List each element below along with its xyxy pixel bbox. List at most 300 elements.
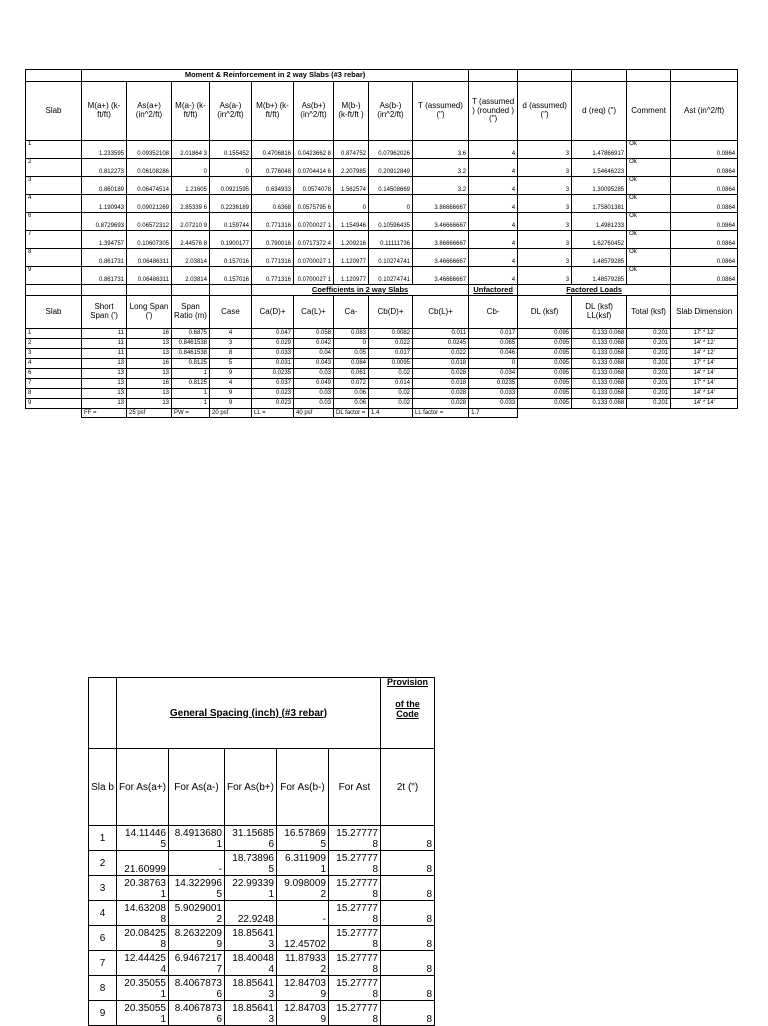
table-cell: 20.38763 1 (117, 876, 169, 901)
table-cell: 0.0575795 6 (294, 195, 334, 213)
table-cell: 0.028 (413, 389, 469, 399)
table-cell: 0.04 (294, 349, 334, 359)
table-cell: 0 (172, 159, 210, 177)
blank-cell (82, 285, 127, 296)
footer-cell: LL = (252, 409, 294, 418)
table-cell: 16 (127, 329, 172, 339)
table-row (26, 369, 738, 379)
table-cell: 14.322996 5 (169, 876, 225, 901)
table-cell: 0.20912849 (369, 159, 413, 177)
table-cell: 13 (127, 349, 172, 359)
column-header (572, 296, 627, 329)
footer-cell: 40 psf (294, 409, 334, 418)
table-cell: 8 (89, 976, 117, 1001)
table-cell: 0.201 (627, 329, 671, 339)
table-cell: 0.201 (627, 369, 671, 379)
table-cell: 7 (89, 951, 117, 976)
table-row (26, 195, 738, 213)
table-cell: 3.46666667 (413, 249, 469, 267)
table-cell: 14' * 14' (671, 389, 738, 399)
table-cell: 14' * 14' (671, 399, 738, 409)
table-cell (572, 329, 627, 339)
table-cell: 6 (26, 213, 82, 231)
table-cell: 1 (172, 369, 210, 379)
table-cell: 0.0864 (671, 267, 738, 285)
table-cell: 0.011 (413, 329, 469, 339)
table-cell: 0.201 (627, 339, 671, 349)
table-cell: 0.6368 (252, 195, 294, 213)
table-cell: 1.75801381 (572, 195, 627, 213)
table-cell: 0.05 (334, 349, 369, 359)
table-cell: 3 (518, 141, 572, 159)
table-cell: 0.1900177 (210, 231, 252, 249)
table-cell: 3 (210, 339, 252, 349)
table-cell: 2.44576 8 (172, 231, 210, 249)
column-header: M(b-) (k-ft/ft ) (334, 82, 369, 141)
footer-cell: FF = (82, 409, 127, 418)
table-cell: 1 (26, 329, 82, 339)
blank-cell (89, 678, 117, 749)
table-cell: 0.07962026 (369, 141, 413, 159)
blank-cell (627, 409, 671, 418)
table-cell: 0.095 (518, 349, 572, 359)
table-row (26, 379, 738, 389)
table-cell: 0.022 (369, 339, 413, 349)
table-cell: 18.85641 3 (225, 926, 277, 951)
table-cell: 4 (469, 195, 518, 213)
table-cell: 0.058 (294, 329, 334, 339)
table-cell: 17' * 12' (671, 329, 738, 339)
table-cell: 0.028 (413, 399, 469, 409)
table-cell: 0.0864 (671, 141, 738, 159)
table-cell: 3.6 (413, 141, 469, 159)
table-cell: Ok (627, 141, 671, 159)
table-cell: 2.03814 (172, 267, 210, 285)
column-header: M(b+) (k-ft/ft) (252, 82, 294, 141)
table-cell (572, 389, 627, 399)
table-row (89, 951, 435, 976)
column-header: Ca(L)+ (294, 296, 334, 329)
table-cell: 8 (210, 349, 252, 359)
table-cell: 0.065 (469, 339, 518, 349)
table-cell: 0.0245 (413, 339, 469, 349)
table-cell: 2.01864 3 (172, 141, 210, 159)
table-cell: 0.0864 (671, 159, 738, 177)
table-cell: 0.06 (334, 389, 369, 399)
table-cell: 11 (82, 339, 127, 349)
table-cell: 0.033 (252, 349, 294, 359)
table-cell: 17' * 14' (671, 359, 738, 369)
table-cell: - (277, 901, 329, 926)
table-cell: 0.8461538 (172, 349, 210, 359)
column-header: As(b+) (in^2/ft) (294, 82, 334, 141)
table-cell: 1.120977 (334, 267, 369, 285)
table-cell: 0.068 (609, 390, 625, 397)
table-cell: 0.8461538 (172, 339, 210, 349)
table-cell: 0.771316 (252, 213, 294, 231)
table-cell: 4 (469, 249, 518, 267)
table-cell: 4 (26, 359, 82, 369)
footer-cell: 25 psf (127, 409, 172, 418)
column-header: Slab (26, 296, 82, 329)
table-cell: 4 (210, 329, 252, 339)
table-cell: 0 (369, 195, 413, 213)
table-cell: 11 (82, 329, 127, 339)
factored-loads-title: Factored Loads (518, 285, 671, 296)
table-cell: 0.812273 (82, 159, 127, 177)
table-cell: 3 (518, 231, 572, 249)
table-cell: 15.27777 8 (329, 951, 381, 976)
table-cell: 12.45702 (277, 926, 329, 951)
table-cell: 3 (518, 249, 572, 267)
table-cell: 15.27777 8 (329, 876, 381, 901)
table-cell: 0.017 (469, 329, 518, 339)
table-cell (572, 369, 627, 379)
column-header: Sla b (89, 749, 117, 826)
table-cell: 0.049 (294, 379, 334, 389)
table-cell: 12.84703 9 (277, 976, 329, 1001)
table-cell: 13 (82, 399, 127, 409)
table-row (26, 389, 738, 399)
table-row (26, 159, 738, 177)
footer-cell: PW = (172, 409, 210, 418)
table-cell: 0.0700027 1 (294, 213, 334, 231)
table-cell: 1.21605 (172, 177, 210, 195)
table-cell: 0.02 (369, 399, 413, 409)
table-cell: 3.46666667 (413, 267, 469, 285)
table-cell: 12.44425 4 (117, 951, 169, 976)
table-cell: 8 (26, 389, 82, 399)
table-cell: 0.201 (627, 349, 671, 359)
table-cell: 0 (469, 359, 518, 369)
table-cell: 0.159744 (210, 213, 252, 231)
table-row (26, 141, 738, 159)
table-cell: 0.095 (518, 369, 572, 379)
table-cell: 0.157016 (210, 249, 252, 267)
table-cell: 4 (210, 379, 252, 389)
table-cell: 13 (127, 399, 172, 409)
blank-cell (671, 285, 738, 296)
table-cell (572, 379, 627, 389)
table-cell: 8 (381, 926, 435, 951)
table-cell: 0.771316 (252, 249, 294, 267)
table-row (26, 329, 738, 339)
column-header: d (assumed) (") (518, 82, 572, 141)
table-cell: 0.018 (413, 359, 469, 369)
table-cell: 0.8125 (172, 379, 210, 389)
column-header: d (req) (") (572, 82, 627, 141)
table-cell: 1 (172, 389, 210, 399)
table-cell: 0.155452 (210, 141, 252, 159)
table-cell: 9.098009 2 (277, 876, 329, 901)
table-cell: 0.133 (592, 400, 608, 407)
table-cell: 13 (82, 359, 127, 369)
table-cell: 1 (89, 826, 117, 851)
column-header: For As(a-) (169, 749, 225, 826)
table-cell: 8.4913680 1 (169, 826, 225, 851)
table-cell: 0.068 (609, 340, 625, 347)
column-header: For As(a+) (117, 749, 169, 826)
table-cell: 0.014 (369, 379, 413, 389)
table-cell (572, 339, 627, 349)
table-cell: 13 (127, 369, 172, 379)
table-cell: 2 (89, 851, 117, 876)
table-cell: 13 (127, 339, 172, 349)
table-cell: 0.018 (413, 379, 469, 389)
table-cell: 0.028 (413, 369, 469, 379)
blank-cell (671, 409, 738, 418)
provision-label: of the Code (395, 698, 420, 719)
moment-reinforcement-table (25, 69, 738, 418)
column-header: Ast (in^2/ft) (671, 82, 738, 141)
blank-cell (172, 285, 210, 296)
table-cell: 8 (26, 249, 82, 267)
table-cell: 0.0082 (369, 329, 413, 339)
spacing-table-title: General Spacing (inch) (#3 rebar) (117, 678, 381, 749)
table-cell: 0.017 (369, 349, 413, 359)
column-header: DL (ksf) (585, 302, 613, 312)
table-cell: 0.0864 (671, 195, 738, 213)
table-cell: 0.10274741 (369, 267, 413, 285)
table-cell: 0.034 (469, 369, 518, 379)
table-cell: 0.033 (469, 399, 518, 409)
table-cell: 9 (89, 1001, 117, 1026)
table-cell: 7 (26, 231, 82, 249)
table-cell: 0.10596435 (369, 213, 413, 231)
table-cell: 14.63208 8 (117, 901, 169, 926)
table-cell: 0.8729693 (82, 213, 127, 231)
table-cell: 0.201 (627, 389, 671, 399)
provision-header (381, 678, 435, 749)
coeff-header-row (26, 296, 738, 329)
table-row (26, 399, 738, 409)
table-cell: 3 (518, 159, 572, 177)
column-header: Ca(D)+ (252, 296, 294, 329)
table-cell: 0.095 (518, 389, 572, 399)
table-cell: 0.095 (518, 329, 572, 339)
table-cell: 0.095 (518, 379, 572, 389)
table-cell: 0.10607305 (127, 231, 172, 249)
table-cell: 1.54646223 (572, 159, 627, 177)
table-cell: 3 (26, 349, 82, 359)
table-cell: 6.9467217 7 (169, 951, 225, 976)
table-cell: Ok (627, 231, 671, 249)
table-cell: 14.11446 5 (117, 826, 169, 851)
table-cell: 0.0864 (671, 249, 738, 267)
table-cell: Ok (627, 213, 671, 231)
table-cell: 4 (469, 267, 518, 285)
table-cell: 18.85641 3 (225, 1001, 277, 1026)
footer-cell: 1.7 (469, 409, 518, 418)
table-cell: 2.207985 (334, 159, 369, 177)
table-cell: 8 (381, 951, 435, 976)
table-cell: Ok (627, 267, 671, 285)
table-cell: 16 (127, 359, 172, 369)
table-cell: 8 (381, 876, 435, 901)
column-header: For As(b-) (277, 749, 329, 826)
table-cell: 2 (26, 339, 82, 349)
table-cell: 15.27777 8 (329, 976, 381, 1001)
table-cell: 8 (381, 901, 435, 926)
table-cell: 3 (518, 195, 572, 213)
table-cell: 13 (82, 389, 127, 399)
table-cell: 0.072 (334, 379, 369, 389)
moment-table-title: Moment & Reinforcement in 2 way Slabs (#3 rebar) (82, 70, 469, 82)
blank-cell (518, 70, 572, 82)
table-cell: 1.562574 (334, 177, 369, 195)
table-cell: 15.27777 8 (329, 826, 381, 851)
table-cell: 11 (82, 349, 127, 359)
table-cell: 0.02 (369, 369, 413, 379)
table-cell: 0.023 (252, 399, 294, 409)
table-cell: 0.133 (592, 390, 608, 397)
table-cell: 4 (469, 213, 518, 231)
column-header: LL(ksf) (586, 311, 612, 320)
table-cell: 1.190943 (82, 195, 127, 213)
table-cell: 4 (89, 901, 117, 926)
table-cell: 0.133 (592, 330, 608, 337)
column-header: T (assumed) (") (413, 82, 469, 141)
table-cell: 1.4981233 (572, 213, 627, 231)
table-cell: 0.0700027 1 (294, 249, 334, 267)
table-cell: 16.57869 5 (277, 826, 329, 851)
table-cell: 0.860189 (82, 177, 127, 195)
table-cell: 9 (26, 267, 82, 285)
blank-cell (127, 285, 172, 296)
table-cell: 0.06108286 (127, 159, 172, 177)
column-header: Cb(L)+ (413, 296, 469, 329)
table-cell: 0.133 (592, 380, 608, 387)
table-cell: 0.023 (252, 389, 294, 399)
table-cell: 0.095 (518, 399, 572, 409)
table-cell: 15.27777 8 (329, 926, 381, 951)
table-cell: 20.35055 1 (117, 1001, 169, 1026)
table-cell: 8 (381, 976, 435, 1001)
table-cell: 0.0864 (671, 177, 738, 195)
table-cell: 0.043 (294, 359, 334, 369)
table-cell: 1.394757 (82, 231, 127, 249)
group-header-row (26, 285, 738, 296)
footer-row (26, 409, 738, 418)
table-row (89, 1001, 435, 1026)
column-header: As(a+) (in^2/ft) (127, 82, 172, 141)
table-cell: 8 (381, 1001, 435, 1026)
table-cell: 4 (469, 141, 518, 159)
header-row (89, 749, 435, 826)
table-cell: 3.86666667 (413, 195, 469, 213)
column-header: For As(b+) (225, 749, 277, 826)
table-cell: 0.084 (334, 359, 369, 369)
table-cell: 8.4067873 6 (169, 1001, 225, 1026)
table-row (26, 267, 738, 285)
table-cell: 0.133 (592, 340, 608, 347)
table-cell: 4 (469, 177, 518, 195)
table-cell: 0.133 (592, 370, 608, 377)
table-row (26, 359, 738, 369)
table-cell: 0.0700027 1 (294, 267, 334, 285)
column-header: Long Span (') (127, 296, 172, 329)
column-header: Case (210, 296, 252, 329)
table-cell: 3 (518, 177, 572, 195)
table-cell: 5.9029001 2 (169, 901, 225, 926)
table-cell: 1 (26, 141, 82, 159)
table-cell: 6 (89, 926, 117, 951)
table-cell: 21.60999 (117, 851, 169, 876)
blank-cell (26, 285, 82, 296)
table-cell: 0.634933 (252, 177, 294, 195)
table-cell: 17' * 14' (671, 379, 738, 389)
table-cell: 22.99339 1 (225, 876, 277, 901)
column-header: For Ast (329, 749, 381, 826)
footer-cell: 1.4 (369, 409, 413, 418)
table-cell: 0.0704414 6 (294, 159, 334, 177)
table-cell: 7 (26, 379, 82, 389)
column-header: As(b-) (in^2/ft) (369, 82, 413, 141)
table-cell: 0.0235 (252, 369, 294, 379)
table-cell: 15.27777 8 (329, 901, 381, 926)
table-row (26, 177, 738, 195)
table-cell: 13 (82, 369, 127, 379)
table-cell: 0.861731 (82, 267, 127, 285)
table-cell: 0.02 (369, 389, 413, 399)
table-cell: 0.022 (413, 349, 469, 359)
table-cell: 0.2236189 (210, 195, 252, 213)
column-header: Slab Dimension (671, 296, 738, 329)
table-cell: 5 (210, 359, 252, 369)
table-cell: 14' * 12' (671, 349, 738, 359)
table-cell: 0.0717372 4 (294, 231, 334, 249)
table-cell: 1.62760452 (572, 231, 627, 249)
table-cell: Ok (627, 249, 671, 267)
table-cell: 1.233595 (82, 141, 127, 159)
table-cell: 3 (89, 876, 117, 901)
blank-cell (572, 409, 627, 418)
table-cell: 0.0921595 (210, 177, 252, 195)
blank-cell (210, 285, 252, 296)
table-cell: 0.068 (609, 370, 625, 377)
table-cell: 0.03 (294, 399, 334, 409)
table-cell (572, 349, 627, 359)
table-row (26, 349, 738, 359)
table-cell: 8.2632209 9 (169, 926, 225, 951)
table-cell: 31.15685 6 (225, 826, 277, 851)
table-cell: 0 (334, 195, 369, 213)
table-cell: 0.0864 (671, 213, 738, 231)
table-cell: 9 (210, 389, 252, 399)
coefficients-title: Coefficients in 2 way Slabs (252, 285, 469, 296)
table-cell: 0.083 (334, 329, 369, 339)
table-cell: 0.068 (609, 400, 625, 407)
table-cell: 0.157016 (210, 267, 252, 285)
table-cell: 3.2 (413, 177, 469, 195)
table-row (26, 213, 738, 231)
table-cell: 0.874752 (334, 141, 369, 159)
table-cell: Ok (627, 195, 671, 213)
table-cell: 0.03 (294, 389, 334, 399)
table-cell: 20.08425 8 (117, 926, 169, 951)
column-header: Total (ksf) (627, 296, 671, 329)
table-cell: 0.8125 (172, 359, 210, 369)
table-cell: 0.861731 (82, 249, 127, 267)
table-cell: 2.03814 (172, 249, 210, 267)
column-header: Ca- (334, 296, 369, 329)
footer-cell: LL factor = (413, 409, 469, 418)
table-cell: 18.85641 3 (225, 976, 277, 1001)
table-cell (572, 399, 627, 409)
table-cell: 0.042 (294, 339, 334, 349)
column-header: T (assumed ) (rounded ) (") (469, 82, 518, 141)
table-cell: 0.133 (592, 360, 608, 367)
